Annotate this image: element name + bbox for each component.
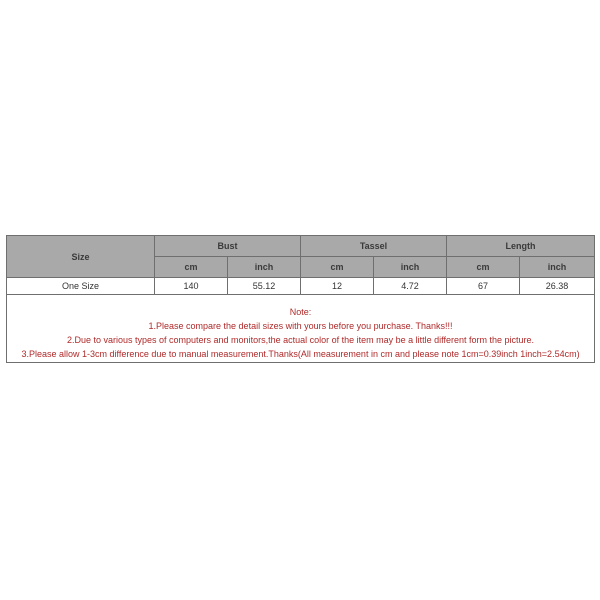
- notes-row: [7, 295, 595, 363]
- bust-group-header: Bust: [155, 236, 301, 257]
- length-inch-header: inch: [520, 257, 595, 278]
- note-title: Note:: [289, 307, 312, 317]
- size-cell: One Size: [7, 278, 155, 295]
- size-column-header: Size: [7, 236, 155, 278]
- length-cm-header: cm: [447, 257, 520, 278]
- tassel-inch-header: inch: [374, 257, 447, 278]
- bust-inch-header: inch: [228, 257, 301, 278]
- length-cm-cell: 67: [447, 278, 520, 295]
- tassel-group-header: Tassel: [301, 236, 447, 257]
- bust-cm-cell: 140: [155, 278, 228, 295]
- note-line-3: 3.Please allow 1-3cm difference due to manual measurement.Thanks(All measurement in cm and please note 1cm=0.39inch 1inch=2.54cm): [21, 349, 580, 359]
- bust-cm-header: cm: [155, 257, 228, 278]
- note-line-2: 2.Due to various types of computers and monitors,the actual color of the item may be a little different form the picture.: [66, 335, 535, 345]
- bust-inch-cell: 55.12: [228, 278, 301, 295]
- notes-cell: [7, 295, 595, 363]
- length-group-header: Length: [447, 236, 595, 257]
- length-inch-cell: 26.38: [520, 278, 595, 295]
- header-row-groups: [7, 236, 595, 257]
- tassel-cm-cell: 12: [301, 278, 374, 295]
- table-row: [7, 278, 595, 295]
- tassel-inch-cell: 4.72: [374, 278, 447, 295]
- note-line-1: 1.Please compare the detail sizes with yours before you purchase. Thanks!!!: [148, 321, 453, 331]
- size-chart-table: [6, 235, 595, 363]
- tassel-cm-header: cm: [301, 257, 374, 278]
